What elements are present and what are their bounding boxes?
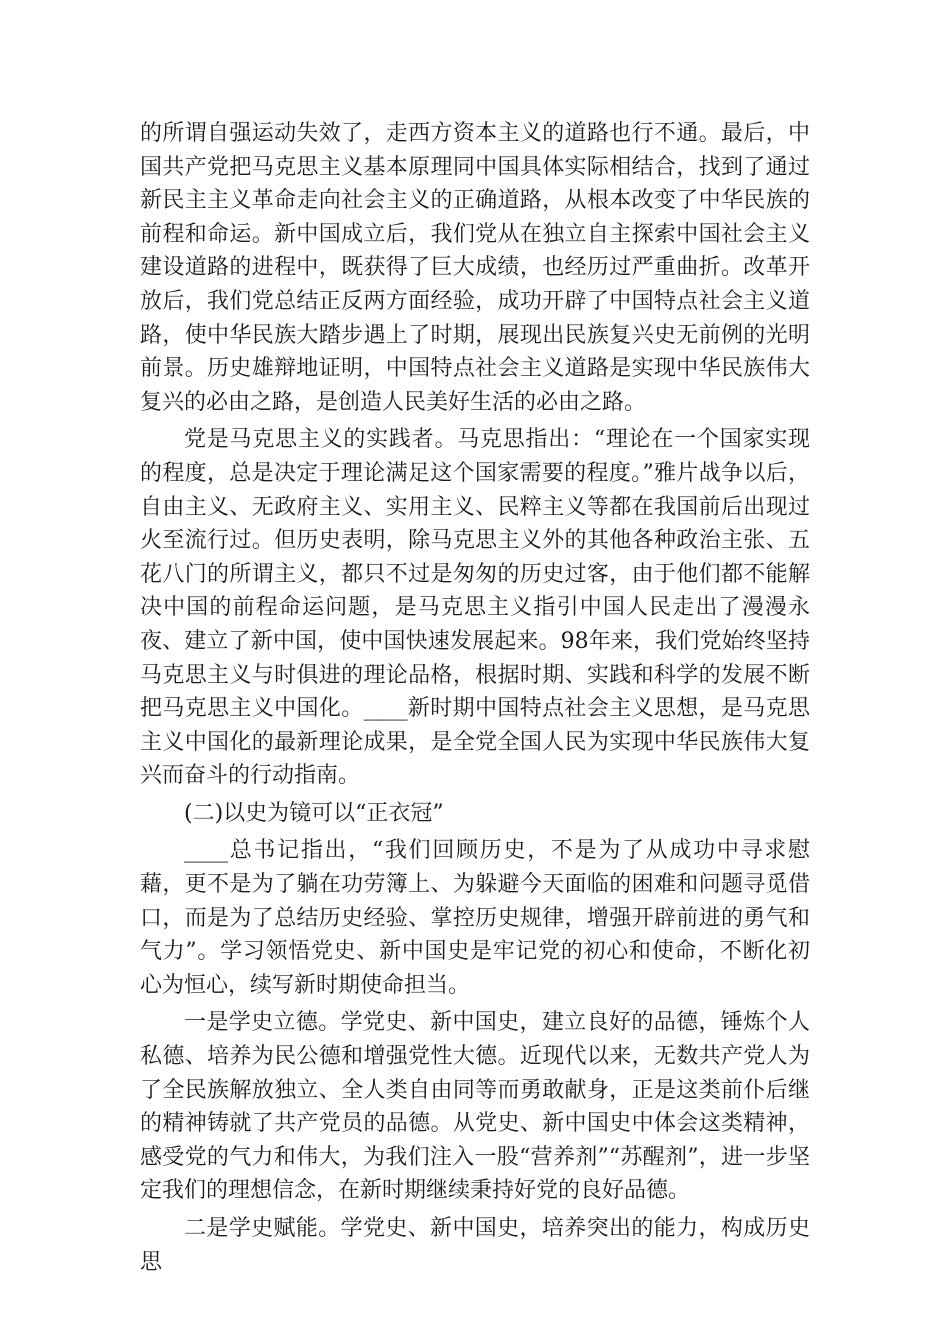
section-heading: (二)以史为镜可以“正衣冠” xyxy=(184,800,444,826)
paragraph-3: ____总书记指出，“我们回顾历史，不是为了从成功中寻求慰藉，更不是为了躺在功劳簿上、为躲避今天面临的困难和问题寻觅借口，而是为了总结历史经验、掌控历史规律，增强开辟前进的勇气和气力”。学习领悟党史、新中国史是牢记党的初心和使命，不断化初心为恒心，续写新时期使命担当。 xyxy=(140,838,810,998)
paragraph-5: 二是学史赋能。学党史、新中国史，培养突出的能力，构成历史思 xyxy=(140,1216,810,1275)
paragraph-4: 一是学史立德。学党史、新中国史，建立良好的品德，锤炼个人私德、培养为民公德和增强党性大德。近现代以来，无数共产党人为了全民族解放独立、全人类自由同等而勇敢献身，正是这类前仆后继的精神铸就了共产党员的品德。从党史、新中国史中体会这类精神，感受党的气力和伟大，为我们注入一股“营养剂”“苏醒剂”，进一步坚定我们的理想信念，在新时期继续秉持好党的良好品德。 xyxy=(140,1010,810,1204)
document-body xyxy=(140,117,810,1283)
paragraph-1: 的所谓自强运动失效了，走西方资本主义的道路也行不通。最后，中国共产党把马克思主义基本原理同中国具体实际相结合，找到了通过新民主主义革命走向社会主义的正确道路，从根本改变了中华民族的前程和命运。新中国成立后，我们党从在独立自主探索中国社会主义建设道路的进程中，既获得了巨大成绩，也经历过严重曲折。改革开放后，我们党总结正反两方面经验，成功开辟了中国特点社会主义道路，使中华民族大踏步遇上了时期，展现出民族复兴史无前例的光明前景。历史雄辩地证明，中国特点社会主义道路是实现中华民族伟大复兴的必由之路，是创造人民美好生活的必由之路。 xyxy=(140,121,810,415)
paragraph-2: 党是马克思主义的实践者。马克思指出：“理论在一个国家实现的程度，总是决定于理论满足这个国家需要的程度。”雅片战争以后，自由主义、无政府主义、实用主义、民粹主义等都在我国前后出现过火至流行过。但历史表明，除马克思主义外的其他各种政治主张、五花八门的所谓主义，都只不过是匆匆的历史过客，由于他们都不能解决中国的前程命运问题，是马克思主义指引中国人民走出了漫漫永夜、建立了新中国，使中国快速发展起来。98年来，我们党始终坚持马克思主义与时俱进的理论品格，根据时期、实践和科学的发展不断把马克思主义中国化。____新时期中国特点社会主义思想，是马克思主义中国化的最新理论成果，是全党全国人民为实现中华民族伟大复兴而奋斗的行动指南。 xyxy=(140,427,810,789)
